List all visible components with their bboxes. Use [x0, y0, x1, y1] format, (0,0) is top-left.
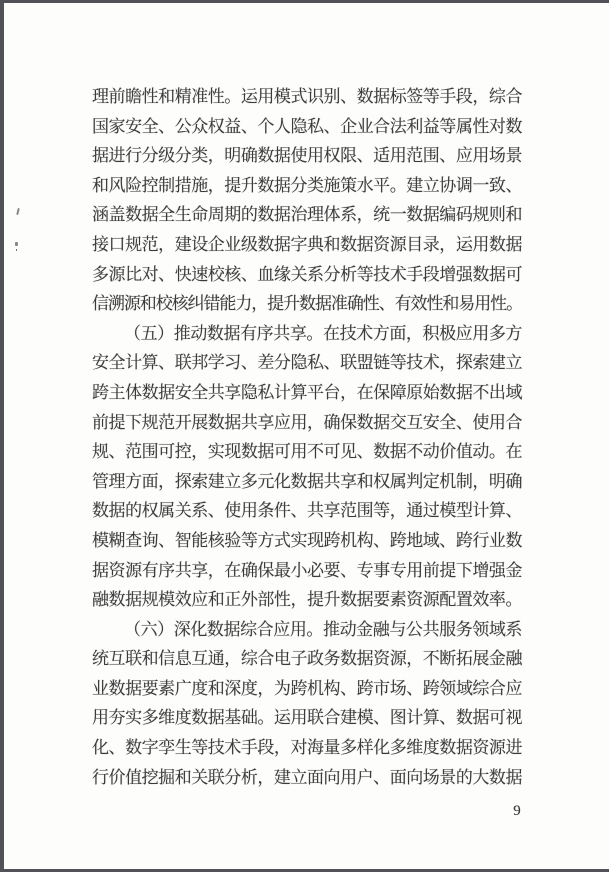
text-line: 化、数字孪生等技术手段，对海量多样化多维度数据资源进	[92, 738, 522, 758]
text-line: 涵盖数据全生命周期的数据治理体系，统一数据编码规则和	[92, 205, 522, 225]
text-line: （五）推动数据有序共享。在技术方面，积极应用多方	[124, 323, 522, 343]
text-line: 接口规范，建设企业级数据字典和数据资源目录，运用数据	[92, 234, 522, 254]
text-line: 用夯实多维度数据基础。运用联合建模、图计算、数据可视	[92, 708, 522, 728]
text-line: 多源比对、快速校核、血缘关系分析等技术手段增强数据可	[92, 264, 522, 284]
text-line: 管理方面，探索建立多元化数据共享和权属判定机制，明确	[92, 471, 522, 491]
text-line: 数据的权属关系、使用条件、共享范围等，通过模型计算、	[92, 501, 522, 521]
text-line: （六）深化数据综合应用。推动金融与公共服务领域系	[124, 619, 522, 639]
scan-edge-left	[0, 0, 4, 872]
text-line: 理前瞻性和精准性。运用模式识别、数据标签等手段，综合	[92, 87, 522, 106]
text-line: 国家安全、公众权益、个人隐私、企业合法利益等属性对数	[92, 116, 522, 136]
text-line: 跨主体数据安全共享隐私计算平台，在保障原始数据不出域	[92, 382, 522, 402]
text-line: 据进行分级分类，明确数据使用权限、适用范围、应用场景	[92, 146, 522, 166]
text-line: 信溯源和校核纠错能力，提升数据准确性、有效性和易用性。	[92, 294, 522, 314]
text-line: 据资源有序共享，在确保最小必要、专事专用前提下增强金	[92, 560, 522, 580]
text-line: 统互联和信息互通，综合电子政务数据资源，不断拓展金融	[92, 649, 522, 669]
text-line: 业数据要素广度和深度，为跨机构、跨市场、跨领域综合应	[92, 678, 522, 698]
scan-edge-top	[0, 0, 609, 3]
text-line: 和风险控制措施，提升数据分类施策水平。建立协调一致、	[92, 175, 522, 195]
text-line: 模糊查询、智能核验等方式实现跨机构、跨地域、跨行业数	[92, 530, 522, 550]
page-number: 9	[513, 803, 521, 819]
body-text	[92, 82, 522, 792]
scan-artifact	[16, 208, 20, 215]
scan-artifact	[15, 242, 18, 246]
text-line: 前提下规范开展数据共享应用，确保数据交互安全、使用合	[92, 412, 522, 432]
text-line: 安全计算、联邦学习、差分隐私、联盟链等技术，探索建立	[92, 353, 522, 373]
text-line: 融数据规模效应和正外部性，提升数据要素资源配置效率。	[92, 590, 522, 610]
text-line: 行价值挖掘和关联分析，建立面向用户、面向场景的大数据	[92, 767, 522, 787]
text-line: 规、范围可控，实现数据可用不可见、数据不动价值动。在	[92, 442, 522, 462]
